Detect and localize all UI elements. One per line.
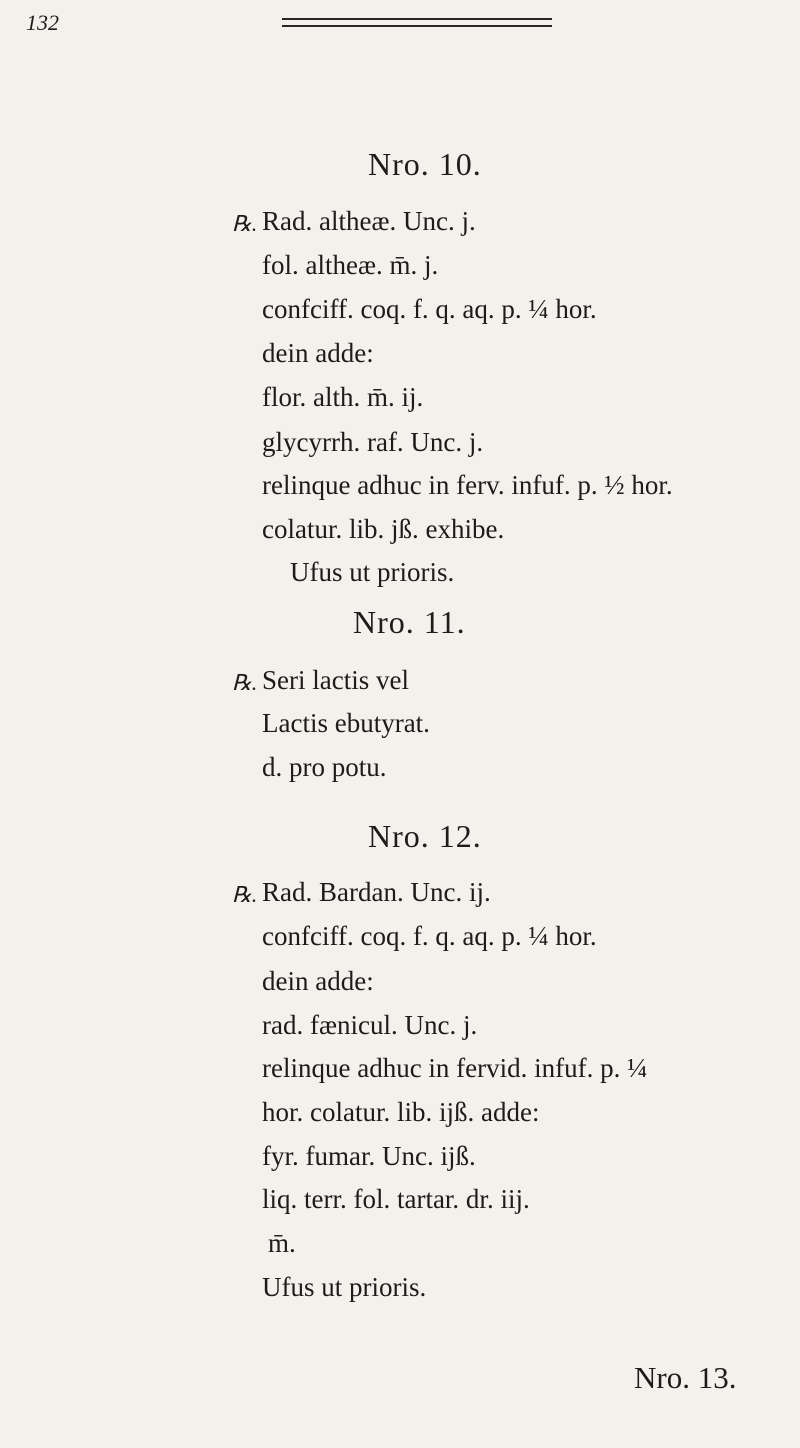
recipe-symbol: ℞. bbox=[232, 211, 258, 236]
recipe-line: d. pro potu. bbox=[262, 752, 387, 782]
recipe-symbol: ℞. bbox=[232, 882, 258, 907]
recipe-line: rad. fænicul. Unc. j. bbox=[262, 1010, 478, 1040]
recipe-line: confciff. coq. f. q. aq. p. ¼ hor. bbox=[262, 294, 597, 324]
page-number: 132 bbox=[26, 10, 59, 35]
recipe-line: fol. altheæ. m̄. j. bbox=[262, 250, 439, 280]
recipe-line: Ufus ut prioris. bbox=[290, 557, 455, 587]
recipe-symbol: ℞. bbox=[232, 670, 258, 695]
recipe-line: dein adde: bbox=[262, 966, 374, 996]
recipe-line: relinque adhuc in fervid. infuf. p. ¼ bbox=[262, 1053, 648, 1083]
recipe-line: dein adde: bbox=[262, 338, 374, 368]
header-rule bbox=[282, 18, 552, 27]
section-heading-nro-12: Nro. 12. bbox=[368, 818, 482, 854]
recipe-line: Ufus ut prioris. bbox=[262, 1272, 427, 1302]
recipe-line: Rad. Bardan. Unc. ij. bbox=[262, 877, 491, 907]
recipe-line: m̄. bbox=[268, 1228, 296, 1258]
section-heading-nro-11: Nro. 11. bbox=[353, 604, 466, 640]
recipe-line: confciff. coq. f. q. aq. p. ¼ hor. bbox=[262, 921, 597, 951]
recipe-line: relinque adhuc in ferv. infuf. p. ½ hor. bbox=[262, 470, 673, 500]
recipe-line: glycyrrh. raf. Unc. j. bbox=[262, 427, 484, 457]
recipe-line: colatur. lib. jß. exhibe. bbox=[262, 514, 505, 544]
recipe-line: Lactis ebutyrat. bbox=[262, 708, 430, 738]
recipe-line: Seri lactis vel bbox=[262, 665, 409, 695]
recipe-line: hor. colatur. lib. ijß. adde: bbox=[262, 1097, 540, 1127]
catchword: Nro. 13. bbox=[634, 1360, 737, 1395]
section-heading-nro-10: Nro. 10. bbox=[368, 146, 482, 182]
recipe-line: fyr. fumar. Unc. ijß. bbox=[262, 1141, 476, 1171]
recipe-line: flor. alth. m̄. ij. bbox=[262, 382, 424, 412]
recipe-line: Rad. altheæ. Unc. j. bbox=[262, 206, 476, 236]
recipe-line: liq. terr. fol. tartar. dr. iij. bbox=[262, 1184, 530, 1214]
